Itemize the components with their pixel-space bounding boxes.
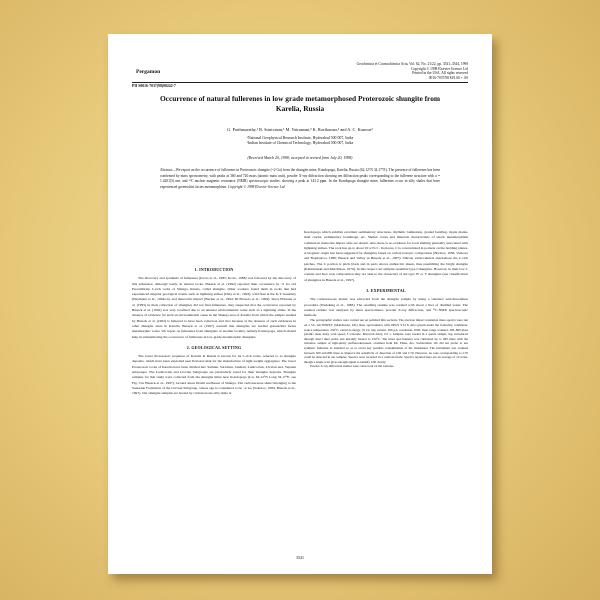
header-rule [132,82,468,83]
geological-setting-heading: 2. GEOLOGICAL SETTING [186,344,242,350]
left-column [132,262,296,397]
experimental-details: The petrographic studies were carried out on polished thin sections. The electron impact ionization mass spectra were run on a VG AUTOSPEC (Manchester, UK) mass spectrometer with OPUS V3.1X data system under the following conditions: source temperature, 250°C, electron energy, 70 eV, trap current, 200 μA, resolution, 1000, mass range scanned, 300–800 mass (atomic mass unit), scan speed, 5 s/decade, Interscan delay, 0.5 s. Samples were loaded in a quartz sample cup, introduced through direct inlet probe and instantly heated to 250°C. The mass spectrometer was calibrated up to 900 mass with the reference sample of high-purity perfluorokerosene, obtained from Mr. Fluka, AG, Switzerland. We did not prefer to use synthetic fullerene as standard so as to avoid any possible contamination of the instrument. The instrument was scanned between 300 and 800 mass to improve the sensitivity of detection of C60 and C70. However, no ions corresponding to C70 could be detected in our samples. Spectra were recorded in a centroid mode. Spectra reported here are an average of 10 scans, though a single scan gives enough signal to identify C60 clearly. [304,318,468,364]
header-line: Printed in the USA. All rights reserved [412,71,468,76]
abstract-text: Abstract—We report on the occurrence of fullerenes in Proterozoic shungite (~2 Ga) from the shungite mine, Kondopoga, Karelia, Russia (62.12°N 34.17°E). The presence of fullerenes has been confirmed by mass spectrometry, with peaks at 360 and 720 mass (atomic mass unit), powder X-ray diffraction showing ten diffraction peaks corresponding to the fullerene structure with a = 1.4201(5) nm, and ¹³C nuclear magnetic resonance (NMR) spectroscopic studies, showing a peak at 143.2 ppm. In the Kondopoga shungite mine, fullerenes occur in silty shales that have experienced greenschist facies metamorphism. [160,168,440,189]
journal-header [318,62,468,80]
article-title: Occurrence of natural fullerenes in low grade metamorphosed Proterozoic shungite from Karelia, Russia [159,94,441,113]
publisher-name: Pergamon [136,69,161,75]
geological-setting-text: The lower Proterozoic sequence of Karelia in Russia is known for its C-rich rocks, referred to as shungite deposits, which have been exploited near Petrozavodsk for the manufacture of light-weight aggregates. The lower Proterozoic rocks of Karelia have been divided into Sumian, Sariolian, Jatulian, Ludicovian, Livvian and, Vepsian subgroups. The Ludicovian and Livvian Subgroups are particularly noted for their shungite deposits. Shungite samples for this study were collected from the shungite mine near Kondopoga (Lat. 62.12°N Long 34.17°E, see Fig. 3 in Buseck et al., 1997), located about 60 km northwest of Shunga. The carbonaceous shale belonging to the Suisarian Formation of the Livvian Subgroup, whose age is considered to be ~2 Ga (Sokolov, 1984; Buseck et al., 1997). Our shungite samples are hosted by carbonaceous silty shale at [132,354,296,396]
continued-text: Kondopoga which exhibits excellent sedimentary structures, rhythmic lamination, graded bedding, ripple marks, mud cracks, sedimentary boudinage, etc. Shelter cones and minerals characteristic of shock metamorphism common in meteorite impact sites are absent. Also there is no evidence for local melting generally associated with lightning strikes. The rock has up to about 10 wt% C. In places, C is concentrated in pockets on the bedding planes. A biogenic origin has been suggested for shungites based on carbon isotopic composition (Borisov, 1956; Volkova and Bogdanova, 1986; Buseck and Valley in Buseck et al., 1997). Silicate veins/veinlets anastomose the C-rich patches. The C portion is pitch black and in parts shows anthracitic sheen, thus resembling the bright shungite (Kholmanski and Murchison, 1979). In this respect our samples resemble type I shungites. However, in their low C content and host rock composition they are akin to the characters of the type IV or V shungites (see classification of shungites in Buseck et al., 1997). [304,230,468,282]
page-number: 3541 [296,555,304,560]
experimental-xrd: Powder X-ray diffraction studies were carried out on the carbona- [310,364,394,369]
abstract [160,168,440,190]
introduction-text: The discovery and synthesis of fullerenes (Kroto et al., 1985; Kroto, 1988) was followed by the discovery of this substance, although rarely, in natural rocks. Buseck et al. (1992) reported their occurrence in ~2 Ga old Precambrian C-rich rocks of Shunga, Russia, called shungite. Other workers found them in rocks that had experienced singular geological events such as lightning strikes (Daly et al., 1993), wild fires at the K-T boundary (Heymann et al., 1994a,b), and meteoritic impact (Becker et al., 1994; Di Brozolo et al., 1994). Since Ebbesen et al. (1995) in their collection of shungites did not find fullerenes, they suspected that the occurrence reported by Buseck et al. (1992) was very localised due to an unusual environmental cause such as a lightning strike. In the absence of evidence for such an environmental cause in the Shunga area of Karelia from which the sample studied by Buseck et al. (1992) is believed to have been collected, and also because of the absence of such evidences in other shungite areas in Karelia, Buseck et al. (1997) contend that shungites are normal greenschist facies metamorphic rocks. We report on fullerenes from shungites of another locality, namely Kondopoga, which should help in substantiating the occurrence of fullerenes in low-grade metamorphic shungites. [132,276,296,339]
affiliation-line: ²Indian Institute of Chemical Technology, Hyderabad 500 007, India [246,141,354,145]
experimental-text: The carbonaceous matter was extracted from the shungite sample by using a standard acid-dissolution procedure (Wedeking et al., 1983). The resulting residue was washed with about a liter of distilled water. The washed residue was analysed by mass spectrometer, powder X-ray diffraction, and ¹³C-NMR spectroscopic methods. [304,297,468,318]
introduction-heading: 1. INTRODUCTION [194,267,234,272]
affiliation-line: ¹National Geophysical Research Institute, Hyderabad 500 007, India [246,136,354,140]
journal-page [108,34,492,574]
experimental-heading: 3. EXPERIMENTAL [366,287,406,293]
received-dates: (Received March 20, 1998; accepted in revised form July 20, 1998) [247,156,353,160]
header-line: Geochimica et Cosmochimica Acta, Vol. 62, No. 21/22, pp. 3541–3544, 1998 [356,62,468,66]
header-line: 0016-7037/98 $19.00 + .00 [428,75,468,80]
affiliations [138,136,462,146]
right-column [304,230,468,369]
header-line: Copyright © 1998 Elsevier Science Ltd [411,66,468,71]
author-list: G. Parthasarathy,¹ R. Srinivasan,¹ M. Vairamani,² K. Ravikumar,² and A. C. Kunwar² [227,127,373,132]
pii-code: PII S0016-7037(98)00242-7 [132,84,176,88]
copyright-line: Copyright © 1998 Elsevier Science Ltd [227,184,285,189]
